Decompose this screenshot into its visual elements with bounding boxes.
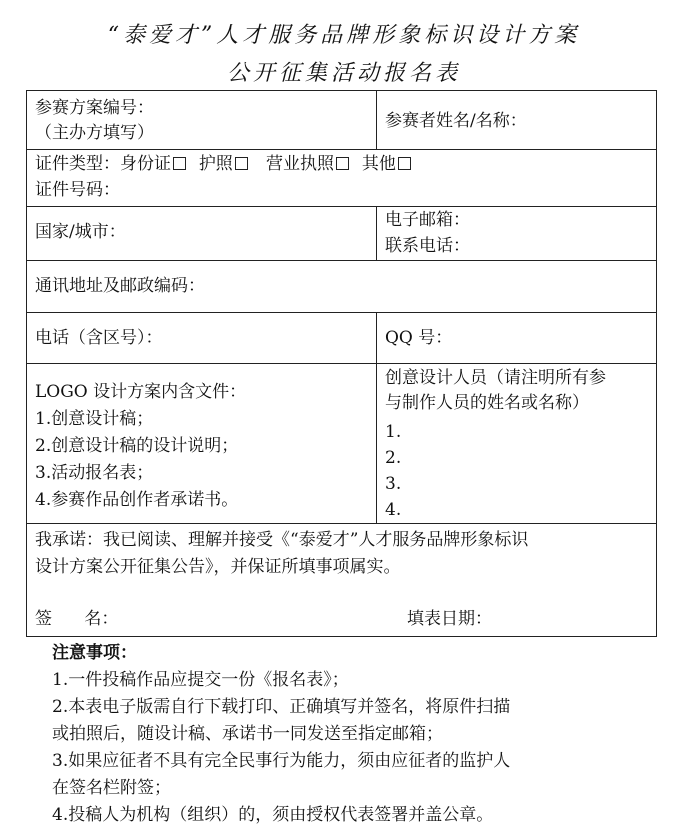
logo-file-item: 3.活动报名表； bbox=[35, 463, 154, 483]
id-option-other: 其他 bbox=[361, 154, 396, 174]
column-divider bbox=[376, 312, 377, 523]
registration-form-table bbox=[26, 90, 657, 637]
row-divider bbox=[27, 260, 656, 261]
fill-date-label: 填表日期： bbox=[407, 609, 492, 629]
checkbox-other[interactable] bbox=[398, 157, 411, 170]
note-line: 或拍照后，随设计稿、承诺书一同发送至指定邮箱； bbox=[52, 724, 443, 744]
column-divider bbox=[376, 206, 377, 260]
signature-label: 签 名： bbox=[35, 609, 119, 629]
notes-section bbox=[52, 640, 652, 829]
note-line: 4.投稿人为机构（组织）的，须由授权代表签署并盖公章。 bbox=[52, 805, 494, 825]
notes-heading: 注意事项： bbox=[52, 643, 137, 663]
entry-number-note: （主办方填写） bbox=[35, 123, 154, 143]
pledge-line2: 设计方案公开征集公告》，并保证所填事项属实。 bbox=[35, 557, 401, 577]
id-option-business-license: 营业执照 bbox=[266, 154, 335, 174]
email-label: 电子邮箱： bbox=[385, 210, 470, 230]
qq-label: QQ 号： bbox=[385, 328, 453, 348]
form-title-line1: “泰爱才”人才服务品牌形象标识设计方案 bbox=[107, 23, 581, 48]
form-title-line2: 公开征集活动报名表 bbox=[226, 61, 461, 86]
designer-item: 4. bbox=[385, 500, 402, 520]
logo-files-heading: LOGO 设计方案内含文件： bbox=[35, 382, 247, 402]
phone-label: 电话（含区号）： bbox=[35, 328, 163, 348]
id-type-label: 证件类型： bbox=[35, 154, 120, 174]
note-line: 1.一件投稿作品应提交一份《报名表》； bbox=[52, 670, 349, 690]
id-option-passport: 护照 bbox=[198, 154, 233, 174]
checkbox-business-license[interactable] bbox=[336, 157, 349, 170]
checkbox-id-card[interactable] bbox=[173, 157, 186, 170]
row-divider bbox=[27, 363, 656, 364]
designer-item: 3. bbox=[385, 474, 402, 494]
designers-heading-line1: 创意设计人员（请注明所有参 bbox=[385, 368, 606, 388]
designer-item: 1. bbox=[385, 422, 402, 442]
pledge-line1: 我承诺：我已阅读、理解并接受《“泰爱才”人才服务品牌形象标识 bbox=[35, 530, 529, 550]
logo-file-item: 2.创意设计稿的设计说明； bbox=[35, 436, 239, 456]
row-divider bbox=[27, 149, 656, 150]
id-option-id-card: 身份证 bbox=[120, 154, 171, 174]
checkbox-passport[interactable] bbox=[235, 157, 248, 170]
designers-heading-line2: 与制作人员的姓名或名称） bbox=[385, 393, 589, 413]
contact-phone-label: 联系电话： bbox=[385, 236, 470, 256]
entry-number-label: 参赛方案编号： bbox=[35, 98, 154, 118]
note-line: 在签名栏附签； bbox=[52, 778, 171, 798]
column-divider bbox=[376, 91, 377, 149]
row-divider bbox=[27, 206, 656, 207]
entrant-name-label: 参赛者姓名/名称： bbox=[385, 111, 527, 131]
note-line: 2.本表电子版需自行下载打印、正确填写并签名，将原件扫描 bbox=[52, 697, 511, 717]
id-type-row bbox=[35, 151, 413, 177]
designer-item: 2. bbox=[385, 448, 402, 468]
row-divider bbox=[27, 523, 656, 524]
row-divider bbox=[27, 312, 656, 313]
country-city-label: 国家/城市： bbox=[35, 222, 126, 242]
note-line: 3.如果应征者不具有完全民事行为能力，须由应征者的监护人 bbox=[52, 751, 511, 771]
logo-file-item: 4.参赛作品创作者承诺书。 bbox=[35, 490, 239, 510]
id-number-label: 证件号码： bbox=[35, 180, 120, 200]
logo-file-item: 1.创意设计稿； bbox=[35, 409, 154, 429]
address-label: 通讯地址及邮政编码： bbox=[35, 276, 205, 296]
